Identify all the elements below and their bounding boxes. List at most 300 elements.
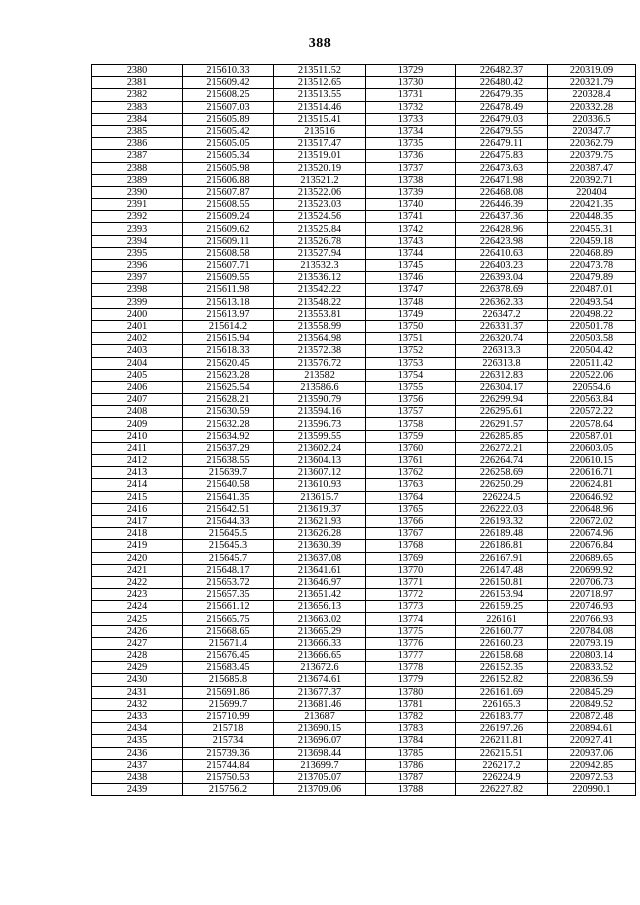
cell-point-number-a: 2422: [92, 576, 183, 588]
cell-x-coordinate-b: 226215.51: [456, 747, 548, 759]
cell-x-coordinate-a: 215610.33: [183, 65, 274, 77]
cell-y-coordinate-a: 213677.37: [274, 686, 366, 698]
cell-y-coordinate-a: 213520.19: [274, 162, 366, 174]
cell-y-coordinate-a: 213558.99: [274, 320, 366, 332]
cell-x-coordinate-b: 226222.03: [456, 503, 548, 515]
cell-point-number-a: 2408: [92, 406, 183, 418]
cell-x-coordinate-b: 226224.9: [456, 771, 548, 783]
table-row: [92, 394, 636, 406]
cell-x-coordinate-a: 215739.36: [183, 747, 274, 759]
cell-point-number-a: 2386: [92, 138, 183, 150]
cell-y-coordinate-b: 220473.78: [548, 260, 636, 272]
cell-y-coordinate-a: 213604.13: [274, 455, 366, 467]
cell-point-number-a: 2398: [92, 284, 183, 296]
cell-y-coordinate-a: 213523.03: [274, 199, 366, 211]
cell-x-coordinate-a: 215607.87: [183, 186, 274, 198]
cell-point-number-b: 13747: [366, 284, 456, 296]
cell-x-coordinate-b: 226165.3: [456, 698, 548, 710]
cell-point-number-a: 2393: [92, 223, 183, 235]
cell-x-coordinate-b: 226482.37: [456, 65, 548, 77]
table-row: [92, 211, 636, 223]
cell-y-coordinate-a: 213698.44: [274, 747, 366, 759]
cell-y-coordinate-a: 213665.29: [274, 625, 366, 637]
cell-y-coordinate-b: 220610.15: [548, 455, 636, 467]
cell-point-number-b: 13780: [366, 686, 456, 698]
cell-x-coordinate-a: 215609.62: [183, 223, 274, 235]
cell-point-number-b: 13768: [366, 540, 456, 552]
cell-y-coordinate-a: 213586.6: [274, 381, 366, 393]
cell-x-coordinate-a: 215671.4: [183, 637, 274, 649]
cell-x-coordinate-a: 215609.11: [183, 235, 274, 247]
cell-y-coordinate-b: 220706.73: [548, 576, 636, 588]
cell-point-number-a: 2387: [92, 150, 183, 162]
cell-y-coordinate-b: 220927.41: [548, 735, 636, 747]
cell-y-coordinate-a: 213690.15: [274, 723, 366, 735]
cell-y-coordinate-b: 220746.93: [548, 601, 636, 613]
page-number: 388: [308, 36, 332, 51]
cell-point-number-a: 2430: [92, 674, 183, 686]
cell-x-coordinate-a: 215609.55: [183, 272, 274, 284]
cell-x-coordinate-b: 226331.37: [456, 320, 548, 332]
cell-y-coordinate-a: 213594.16: [274, 406, 366, 418]
cell-x-coordinate-a: 215605.42: [183, 125, 274, 137]
cell-y-coordinate-a: 213553.81: [274, 308, 366, 320]
cell-y-coordinate-b: 220624.81: [548, 479, 636, 491]
cell-x-coordinate-a: 215641.35: [183, 491, 274, 503]
cell-x-coordinate-b: 226150.81: [456, 576, 548, 588]
cell-y-coordinate-a: 213699.7: [274, 759, 366, 771]
cell-x-coordinate-a: 215634.92: [183, 430, 274, 442]
cell-point-number-b: 13757: [366, 406, 456, 418]
cell-point-number-b: 13738: [366, 174, 456, 186]
cell-x-coordinate-a: 215630.59: [183, 406, 274, 418]
cell-point-number-b: 13733: [366, 113, 456, 125]
cell-y-coordinate-b: 220328.4: [548, 89, 636, 101]
cell-x-coordinate-a: 215637.29: [183, 442, 274, 454]
cell-point-number-b: 13769: [366, 552, 456, 564]
cell-point-number-b: 13745: [366, 260, 456, 272]
cell-point-number-b: 13741: [366, 211, 456, 223]
cell-x-coordinate-b: 226295.61: [456, 406, 548, 418]
cell-point-number-b: 13785: [366, 747, 456, 759]
cell-x-coordinate-b: 226159.25: [456, 601, 548, 613]
cell-y-coordinate-a: 213651.42: [274, 589, 366, 601]
cell-x-coordinate-a: 215608.58: [183, 247, 274, 259]
table-row: [92, 467, 636, 479]
cell-point-number-b: 13729: [366, 65, 456, 77]
cell-y-coordinate-b: 220793.19: [548, 637, 636, 649]
table-row: [92, 345, 636, 357]
cell-x-coordinate-b: 226158.68: [456, 650, 548, 662]
cell-y-coordinate-a: 213666.33: [274, 637, 366, 649]
cell-point-number-a: 2400: [92, 308, 183, 320]
table-row: [92, 406, 636, 418]
cell-x-coordinate-b: 226186.81: [456, 540, 548, 552]
cell-y-coordinate-a: 213705.07: [274, 771, 366, 783]
cell-y-coordinate-a: 213672.6: [274, 662, 366, 674]
cell-y-coordinate-b: 220784.08: [548, 625, 636, 637]
cell-x-coordinate-b: 226378.69: [456, 284, 548, 296]
cell-y-coordinate-b: 220942.85: [548, 759, 636, 771]
cell-y-coordinate-b: 220572.22: [548, 406, 636, 418]
cell-y-coordinate-b: 220554.6: [548, 381, 636, 393]
cell-x-coordinate-b: 226437.36: [456, 211, 548, 223]
cell-x-coordinate-a: 215611.98: [183, 284, 274, 296]
cell-point-number-a: 2396: [92, 260, 183, 272]
cell-x-coordinate-b: 226393.04: [456, 272, 548, 284]
cell-point-number-a: 2427: [92, 637, 183, 649]
cell-y-coordinate-b: 220501.78: [548, 320, 636, 332]
table-row: [92, 625, 636, 637]
cell-y-coordinate-b: 220849.52: [548, 698, 636, 710]
cell-point-number-a: 2413: [92, 467, 183, 479]
cell-x-coordinate-a: 215750.53: [183, 771, 274, 783]
cell-y-coordinate-a: 213576.72: [274, 357, 366, 369]
cell-point-number-a: 2407: [92, 394, 183, 406]
cell-x-coordinate-b: 226468.08: [456, 186, 548, 198]
cell-y-coordinate-a: 213582: [274, 369, 366, 381]
cell-x-coordinate-a: 215623.28: [183, 369, 274, 381]
cell-point-number-a: 2404: [92, 357, 183, 369]
cell-x-coordinate-b: 226250.29: [456, 479, 548, 491]
cell-x-coordinate-a: 215606.88: [183, 174, 274, 186]
cell-point-number-b: 13750: [366, 320, 456, 332]
cell-y-coordinate-a: 213511.52: [274, 65, 366, 77]
cell-x-coordinate-b: 226193.32: [456, 515, 548, 527]
cell-y-coordinate-b: 220459.18: [548, 235, 636, 247]
cell-y-coordinate-a: 213621.93: [274, 515, 366, 527]
cell-y-coordinate-b: 220498.22: [548, 308, 636, 320]
cell-y-coordinate-a: 213619.37: [274, 503, 366, 515]
cell-y-coordinate-a: 213630.39: [274, 540, 366, 552]
cell-x-coordinate-a: 215718: [183, 723, 274, 735]
cell-point-number-a: 2382: [92, 89, 183, 101]
cell-x-coordinate-b: 226446.39: [456, 199, 548, 211]
cell-x-coordinate-b: 226347.2: [456, 308, 548, 320]
cell-y-coordinate-a: 213709.06: [274, 784, 366, 796]
cell-point-number-a: 2412: [92, 455, 183, 467]
cell-point-number-b: 13749: [366, 308, 456, 320]
cell-y-coordinate-a: 213696.07: [274, 735, 366, 747]
table-row: [92, 479, 636, 491]
cell-point-number-b: 13766: [366, 515, 456, 527]
cell-point-number-b: 13774: [366, 613, 456, 625]
cell-y-coordinate-b: 220563.84: [548, 394, 636, 406]
cell-y-coordinate-b: 220522.06: [548, 369, 636, 381]
cell-x-coordinate-a: 215608.25: [183, 89, 274, 101]
cell-y-coordinate-b: 220845.29: [548, 686, 636, 698]
table-row: [92, 698, 636, 710]
cell-x-coordinate-b: 226224.5: [456, 491, 548, 503]
cell-point-number-a: 2397: [92, 272, 183, 284]
cell-point-number-b: 13782: [366, 710, 456, 722]
cell-point-number-a: 2405: [92, 369, 183, 381]
cell-point-number-a: 2380: [92, 65, 183, 77]
cell-point-number-b: 13786: [366, 759, 456, 771]
cell-point-number-a: 2410: [92, 430, 183, 442]
cell-point-number-b: 13756: [366, 394, 456, 406]
cell-point-number-a: 2383: [92, 101, 183, 113]
cell-y-coordinate-a: 213548.22: [274, 296, 366, 308]
table-row: [92, 260, 636, 272]
cell-point-number-b: 13758: [366, 418, 456, 430]
cell-y-coordinate-b: 220347.7: [548, 125, 636, 137]
coordinates-table: [91, 64, 636, 796]
table-row: [92, 77, 636, 89]
cell-y-coordinate-b: 220894.61: [548, 723, 636, 735]
cell-y-coordinate-a: 213526.78: [274, 235, 366, 247]
cell-x-coordinate-a: 215613.18: [183, 296, 274, 308]
cell-y-coordinate-b: 220646.92: [548, 491, 636, 503]
cell-x-coordinate-a: 215605.05: [183, 138, 274, 150]
cell-y-coordinate-a: 213521.2: [274, 174, 366, 186]
cell-point-number-a: 2418: [92, 528, 183, 540]
cell-x-coordinate-a: 215605.34: [183, 150, 274, 162]
cell-y-coordinate-a: 213525.84: [274, 223, 366, 235]
cell-x-coordinate-a: 215756.2: [183, 784, 274, 796]
cell-point-number-b: 13755: [366, 381, 456, 393]
cell-x-coordinate-b: 226147.48: [456, 564, 548, 576]
table-row: [92, 613, 636, 625]
table-row: [92, 272, 636, 284]
cell-x-coordinate-b: 226264.74: [456, 455, 548, 467]
cell-x-coordinate-b: 226183.77: [456, 710, 548, 722]
table-row: [92, 686, 636, 698]
cell-y-coordinate-b: 220319.09: [548, 65, 636, 77]
table-row: [92, 576, 636, 588]
cell-y-coordinate-b: 220937.06: [548, 747, 636, 759]
table-row: [92, 540, 636, 552]
cell-point-number-a: 2439: [92, 784, 183, 796]
cell-x-coordinate-b: 226211.81: [456, 735, 548, 747]
cell-y-coordinate-a: 213641.61: [274, 564, 366, 576]
cell-y-coordinate-a: 213607.12: [274, 467, 366, 479]
cell-x-coordinate-a: 215668.65: [183, 625, 274, 637]
cell-y-coordinate-a: 213564.98: [274, 333, 366, 345]
cell-x-coordinate-a: 215676.45: [183, 650, 274, 662]
cell-y-coordinate-b: 220699.92: [548, 564, 636, 576]
table-row: [92, 101, 636, 113]
table-row: [92, 418, 636, 430]
cell-point-number-a: 2389: [92, 174, 183, 186]
cell-y-coordinate-a: 213590.79: [274, 394, 366, 406]
cell-x-coordinate-b: 226475.83: [456, 150, 548, 162]
cell-point-number-b: 13751: [366, 333, 456, 345]
cell-x-coordinate-a: 215607.71: [183, 260, 274, 272]
cell-point-number-b: 13788: [366, 784, 456, 796]
cell-y-coordinate-a: 213527.94: [274, 247, 366, 259]
cell-y-coordinate-a: 213599.55: [274, 430, 366, 442]
cell-point-number-a: 2403: [92, 345, 183, 357]
cell-y-coordinate-b: 220392.71: [548, 174, 636, 186]
cell-point-number-b: 13767: [366, 528, 456, 540]
cell-y-coordinate-b: 220379.75: [548, 150, 636, 162]
cell-y-coordinate-a: 213687: [274, 710, 366, 722]
table-row: [92, 235, 636, 247]
table-row: [92, 113, 636, 125]
cell-y-coordinate-b: 220972.53: [548, 771, 636, 783]
cell-x-coordinate-a: 215605.89: [183, 113, 274, 125]
cell-point-number-b: 13739: [366, 186, 456, 198]
cell-y-coordinate-b: 220468.89: [548, 247, 636, 259]
cell-x-coordinate-a: 215645.5: [183, 528, 274, 540]
table-row: [92, 674, 636, 686]
cell-y-coordinate-b: 220674.96: [548, 528, 636, 540]
cell-point-number-a: 2428: [92, 650, 183, 662]
table-row: [92, 528, 636, 540]
cell-x-coordinate-b: 226291.57: [456, 418, 548, 430]
cell-point-number-b: 13787: [366, 771, 456, 783]
cell-x-coordinate-b: 226313.8: [456, 357, 548, 369]
cell-y-coordinate-b: 220487.01: [548, 284, 636, 296]
cell-point-number-a: 2433: [92, 710, 183, 722]
table-body: [92, 65, 636, 796]
cell-x-coordinate-a: 215653.72: [183, 576, 274, 588]
cell-y-coordinate-b: 220766.93: [548, 613, 636, 625]
cell-x-coordinate-a: 215608.55: [183, 199, 274, 211]
table-row: [92, 503, 636, 515]
table-row: [92, 162, 636, 174]
table-row: [92, 199, 636, 211]
cell-x-coordinate-a: 215665.75: [183, 613, 274, 625]
cell-point-number-a: 2436: [92, 747, 183, 759]
table-row: [92, 637, 636, 649]
cell-point-number-a: 2411: [92, 442, 183, 454]
cell-point-number-a: 2435: [92, 735, 183, 747]
cell-y-coordinate-b: 220616.71: [548, 467, 636, 479]
cell-x-coordinate-a: 215607.03: [183, 101, 274, 113]
cell-point-number-b: 13761: [366, 455, 456, 467]
table-row: [92, 186, 636, 198]
cell-point-number-a: 2381: [92, 77, 183, 89]
table-row: [92, 784, 636, 796]
table-row: [92, 223, 636, 235]
cell-point-number-b: 13754: [366, 369, 456, 381]
cell-x-coordinate-a: 215685.8: [183, 674, 274, 686]
table-row: [92, 515, 636, 527]
cell-x-coordinate-b: 226160.23: [456, 637, 548, 649]
table-row: [92, 601, 636, 613]
cell-x-coordinate-b: 226197.26: [456, 723, 548, 735]
cell-y-coordinate-a: 213602.24: [274, 442, 366, 454]
table-row: [92, 369, 636, 381]
cell-x-coordinate-b: 226479.03: [456, 113, 548, 125]
cell-point-number-b: 13779: [366, 674, 456, 686]
cell-x-coordinate-a: 215609.42: [183, 77, 274, 89]
cell-y-coordinate-b: 220336.5: [548, 113, 636, 125]
cell-point-number-b: 13743: [366, 235, 456, 247]
cell-point-number-b: 13764: [366, 491, 456, 503]
cell-point-number-a: 2417: [92, 515, 183, 527]
cell-y-coordinate-b: 220511.42: [548, 357, 636, 369]
coordinates-table-container: [91, 64, 635, 796]
cell-x-coordinate-b: 226161: [456, 613, 548, 625]
table-row: [92, 247, 636, 259]
cell-point-number-a: 2420: [92, 552, 183, 564]
table-row: [92, 89, 636, 101]
cell-x-coordinate-b: 226160.77: [456, 625, 548, 637]
cell-point-number-a: 2424: [92, 601, 183, 613]
cell-point-number-a: 2432: [92, 698, 183, 710]
cell-point-number-a: 2415: [92, 491, 183, 503]
cell-point-number-a: 2419: [92, 540, 183, 552]
cell-x-coordinate-a: 215645.7: [183, 552, 274, 564]
cell-point-number-a: 2385: [92, 125, 183, 137]
cell-point-number-b: 13736: [366, 150, 456, 162]
cell-x-coordinate-b: 226473.63: [456, 162, 548, 174]
cell-point-number-a: 2406: [92, 381, 183, 393]
cell-y-coordinate-a: 213626.28: [274, 528, 366, 540]
cell-x-coordinate-b: 226312.83: [456, 369, 548, 381]
cell-y-coordinate-a: 213516: [274, 125, 366, 137]
cell-x-coordinate-a: 215744.84: [183, 759, 274, 771]
table-row: [92, 710, 636, 722]
cell-point-number-b: 13762: [366, 467, 456, 479]
table-row: [92, 747, 636, 759]
cell-point-number-b: 13765: [366, 503, 456, 515]
cell-x-coordinate-b: 226299.94: [456, 394, 548, 406]
cell-point-number-a: 2414: [92, 479, 183, 491]
cell-x-coordinate-b: 226217.2: [456, 759, 548, 771]
cell-point-number-a: 2384: [92, 113, 183, 125]
cell-y-coordinate-b: 220504.42: [548, 345, 636, 357]
cell-x-coordinate-b: 226152.82: [456, 674, 548, 686]
cell-point-number-b: 13776: [366, 637, 456, 649]
table-row: [92, 455, 636, 467]
table-row: [92, 662, 636, 674]
cell-x-coordinate-a: 215657.35: [183, 589, 274, 601]
cell-x-coordinate-a: 215609.24: [183, 211, 274, 223]
cell-y-coordinate-b: 220689.65: [548, 552, 636, 564]
cell-y-coordinate-b: 220332.28: [548, 101, 636, 113]
cell-point-number-a: 2388: [92, 162, 183, 174]
cell-point-number-b: 13775: [366, 625, 456, 637]
cell-x-coordinate-b: 226410.63: [456, 247, 548, 259]
cell-point-number-a: 2401: [92, 320, 183, 332]
cell-y-coordinate-a: 213596.73: [274, 418, 366, 430]
cell-point-number-a: 2402: [92, 333, 183, 345]
cell-point-number-a: 2395: [92, 247, 183, 259]
cell-x-coordinate-b: 226227.82: [456, 784, 548, 796]
cell-x-coordinate-b: 226478.49: [456, 101, 548, 113]
cell-y-coordinate-a: 213572.38: [274, 345, 366, 357]
cell-x-coordinate-a: 215638.55: [183, 455, 274, 467]
cell-y-coordinate-a: 213519.01: [274, 150, 366, 162]
cell-y-coordinate-b: 220321.79: [548, 77, 636, 89]
cell-y-coordinate-a: 213663.02: [274, 613, 366, 625]
cell-point-number-b: 13735: [366, 138, 456, 150]
cell-y-coordinate-b: 220404: [548, 186, 636, 198]
cell-point-number-b: 13763: [366, 479, 456, 491]
cell-y-coordinate-b: 220648.96: [548, 503, 636, 515]
cell-y-coordinate-b: 220803.14: [548, 650, 636, 662]
cell-point-number-a: 2423: [92, 589, 183, 601]
cell-point-number-b: 13732: [366, 101, 456, 113]
cell-x-coordinate-b: 226403.23: [456, 260, 548, 272]
cell-x-coordinate-a: 215644.33: [183, 515, 274, 527]
cell-x-coordinate-a: 215691.86: [183, 686, 274, 698]
cell-point-number-b: 13771: [366, 576, 456, 588]
cell-y-coordinate-a: 213512.65: [274, 77, 366, 89]
cell-x-coordinate-b: 226153.94: [456, 589, 548, 601]
cell-y-coordinate-a: 213637.08: [274, 552, 366, 564]
cell-point-number-a: 2394: [92, 235, 183, 247]
cell-point-number-a: 2399: [92, 296, 183, 308]
table-row: [92, 308, 636, 320]
table-row: [92, 735, 636, 747]
cell-y-coordinate-a: 213514.46: [274, 101, 366, 113]
table-row: [92, 552, 636, 564]
